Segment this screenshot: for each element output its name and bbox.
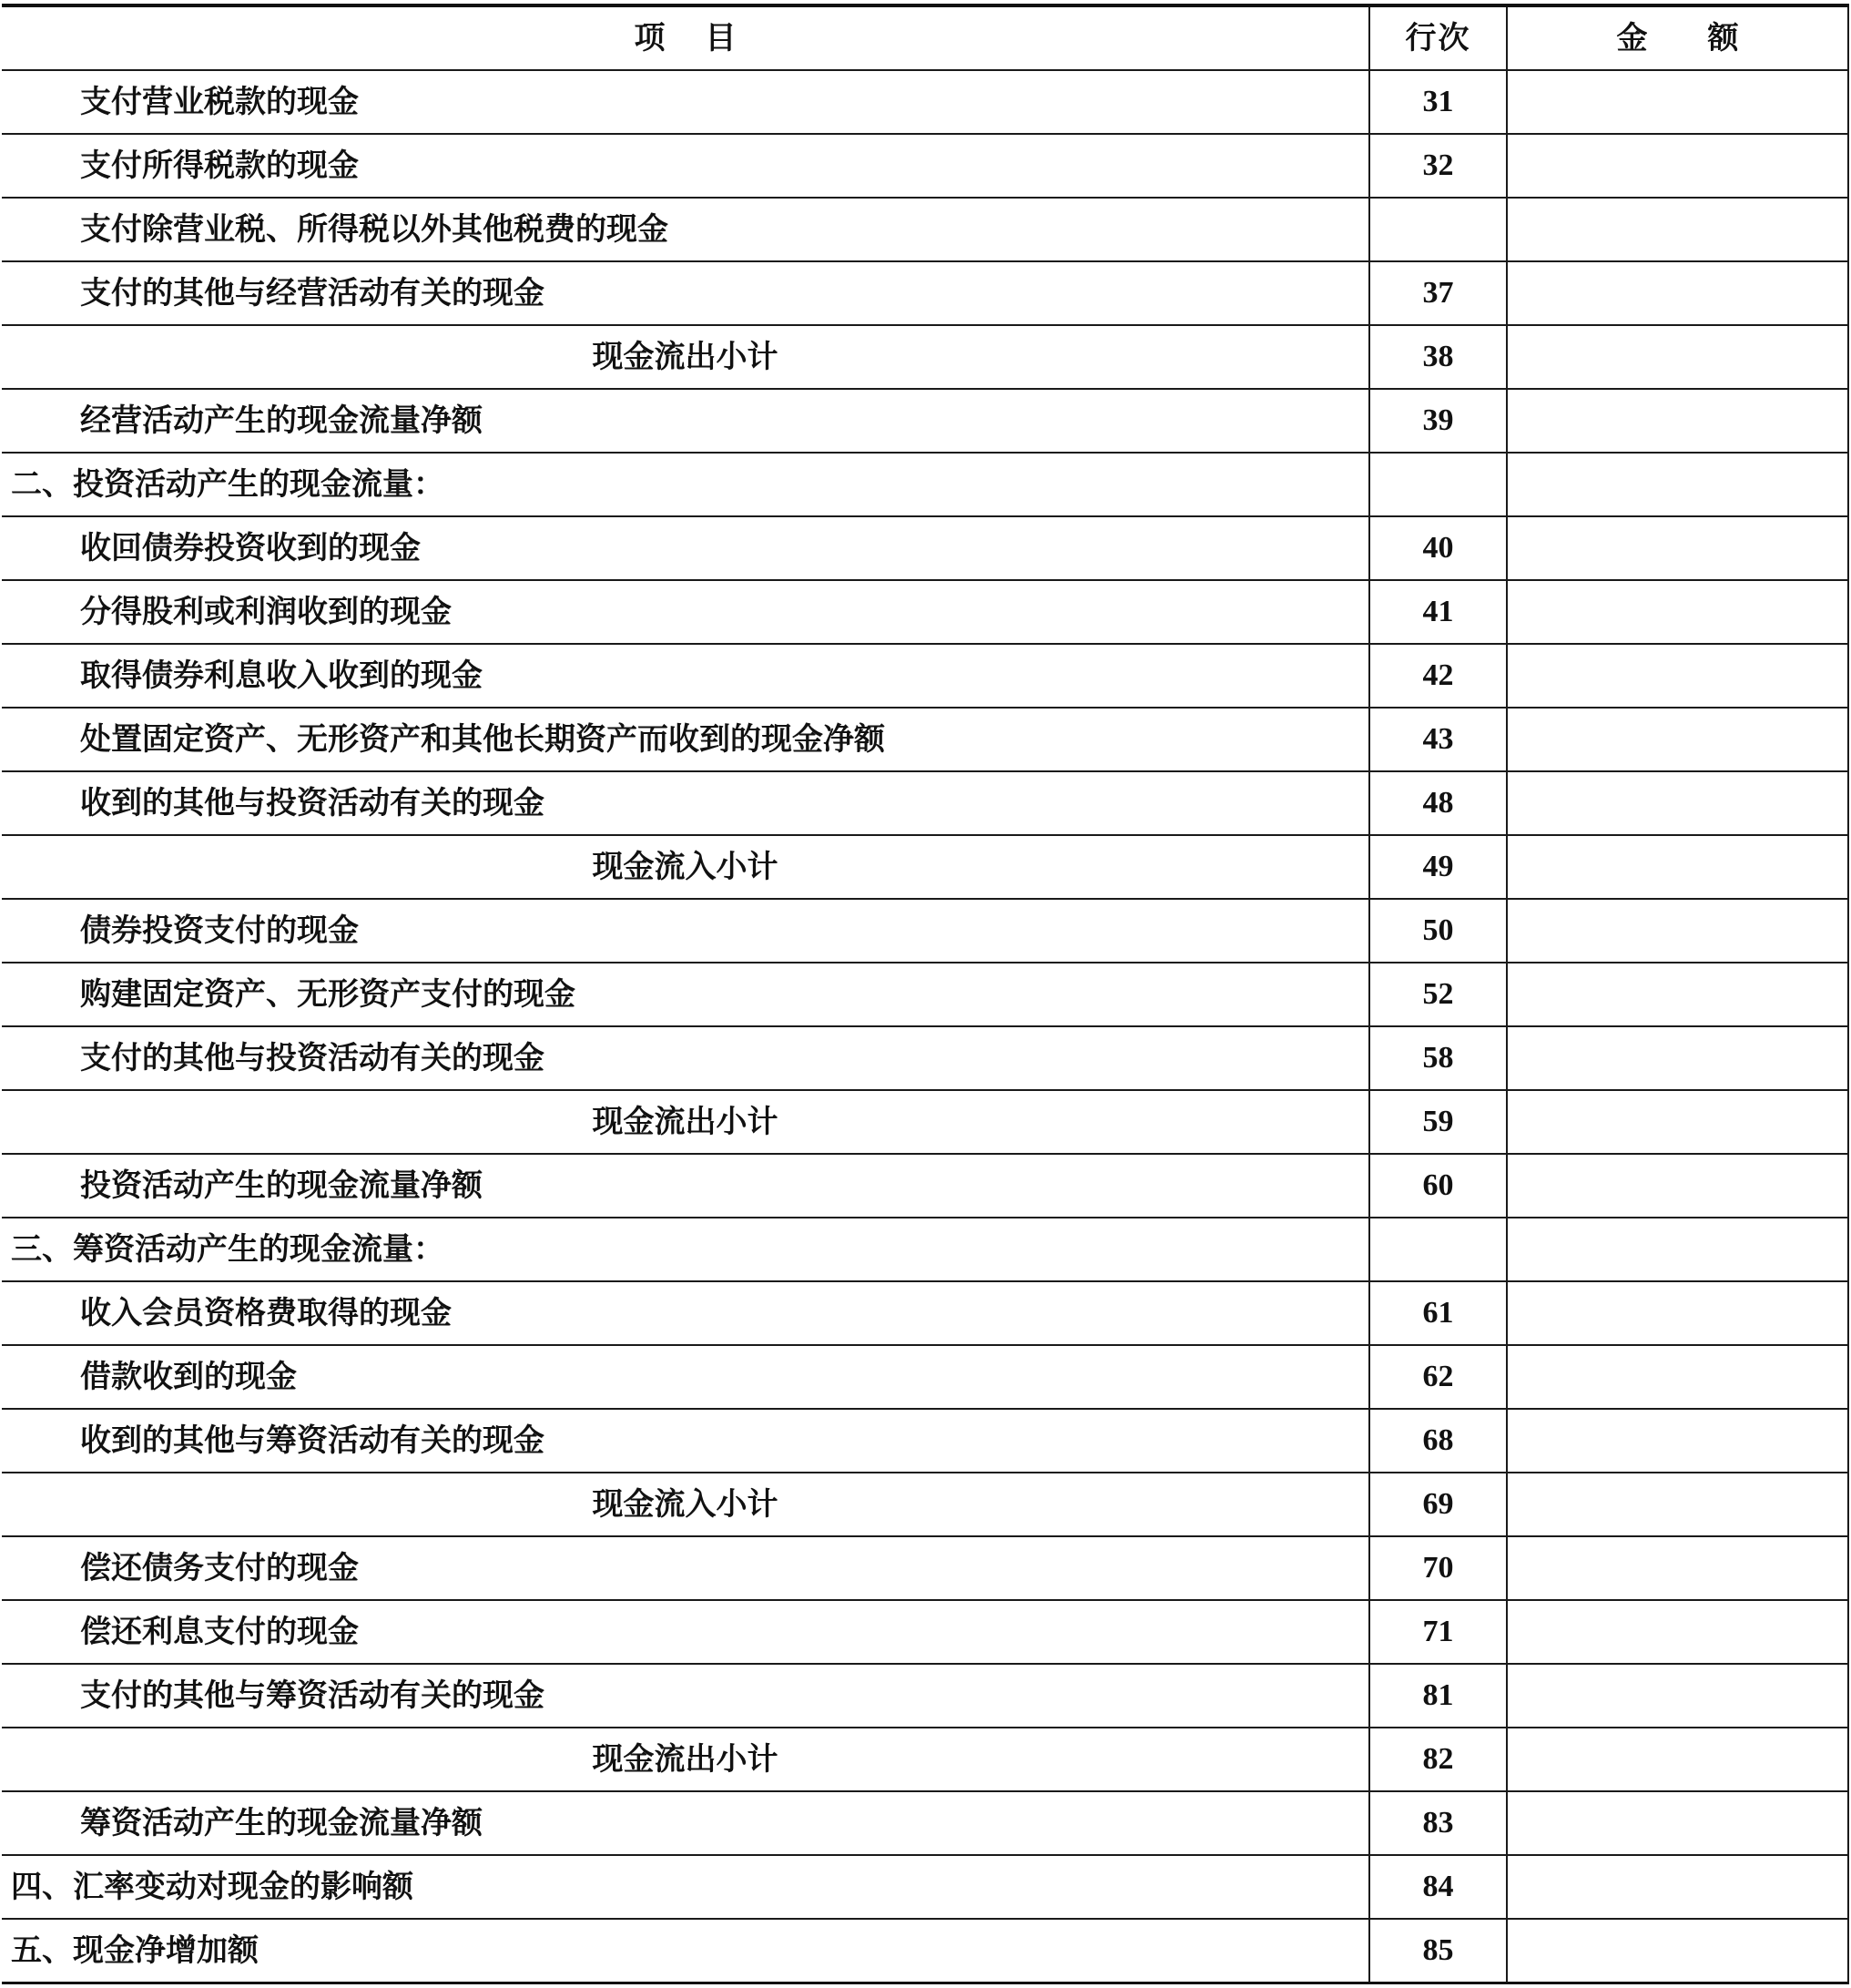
row-line-number: 70: [1369, 1536, 1507, 1600]
header-amount: 金额: [1507, 5, 1848, 70]
table-row: [2, 1791, 1848, 1855]
row-line-number: 49: [1369, 835, 1507, 899]
row-line-number: 62: [1369, 1345, 1507, 1409]
table-row: [2, 70, 1848, 134]
table-row: [2, 1536, 1848, 1600]
row-item-label: 支付的其他与经营活动有关的现金: [2, 261, 1369, 325]
row-item-label: 支付除营业税、所得税以外其他税费的现金: [2, 198, 1369, 261]
row-amount-cell[interactable]: [1507, 1728, 1848, 1791]
row-amount-cell[interactable]: [1507, 1090, 1848, 1154]
row-amount-cell[interactable]: [1507, 580, 1848, 644]
table-row: [2, 963, 1848, 1026]
row-amount-cell[interactable]: [1507, 708, 1848, 771]
row-line-number: 42: [1369, 644, 1507, 708]
row-amount-cell[interactable]: [1507, 1218, 1848, 1281]
row-amount-cell[interactable]: [1507, 198, 1848, 261]
row-item-label: 现金流出小计: [2, 1728, 1369, 1791]
row-amount-cell[interactable]: [1507, 1345, 1848, 1409]
row-item-label: 现金流出小计: [2, 325, 1369, 389]
row-item-label: 借款收到的现金: [2, 1345, 1369, 1409]
table-row: [2, 1345, 1848, 1409]
row-line-number: 60: [1369, 1154, 1507, 1218]
row-amount-cell[interactable]: [1507, 1281, 1848, 1345]
row-item-label: 四、汇率变动对现金的影响额: [2, 1855, 1369, 1919]
table-row: [2, 325, 1848, 389]
header-line-number: 行次: [1369, 5, 1507, 70]
table-row: [2, 1664, 1848, 1728]
row-line-number: [1369, 1218, 1507, 1281]
table-row: [2, 835, 1848, 899]
row-amount-cell[interactable]: [1507, 644, 1848, 708]
row-item-label: 三、筹资活动产生的现金流量：: [2, 1218, 1369, 1281]
row-line-number: 69: [1369, 1473, 1507, 1536]
table-row: [2, 1728, 1848, 1791]
row-line-number: 58: [1369, 1026, 1507, 1090]
row-item-label: 现金流入小计: [2, 1473, 1369, 1536]
row-item-label: 收到的其他与投资活动有关的现金: [2, 771, 1369, 835]
row-amount-cell[interactable]: [1507, 963, 1848, 1026]
row-item-label: 支付的其他与投资活动有关的现金: [2, 1026, 1369, 1090]
row-item-label: 经营活动产生的现金流量净额: [2, 389, 1369, 453]
row-amount-cell[interactable]: [1507, 389, 1848, 453]
row-item-label: 筹资活动产生的现金流量净额: [2, 1791, 1369, 1855]
row-line-number: 84: [1369, 1855, 1507, 1919]
table-row: [2, 1600, 1848, 1664]
row-line-number: 48: [1369, 771, 1507, 835]
row-item-label: 收到的其他与筹资活动有关的现金: [2, 1409, 1369, 1473]
table-row: [2, 1409, 1848, 1473]
row-line-number: 85: [1369, 1919, 1507, 1983]
table-row: [2, 1026, 1848, 1090]
row-amount-cell[interactable]: [1507, 771, 1848, 835]
row-item-label: 投资活动产生的现金流量净额: [2, 1154, 1369, 1218]
row-amount-cell[interactable]: [1507, 453, 1848, 516]
row-line-number: 31: [1369, 70, 1507, 134]
row-amount-cell[interactable]: [1507, 835, 1848, 899]
row-item-label: 支付的其他与筹资活动有关的现金: [2, 1664, 1369, 1728]
cash-flow-table: [2, 4, 1849, 1984]
row-line-number: 43: [1369, 708, 1507, 771]
table-row: [2, 516, 1848, 580]
row-amount-cell[interactable]: [1507, 516, 1848, 580]
row-line-number: 39: [1369, 389, 1507, 453]
row-line-number: 38: [1369, 325, 1507, 389]
row-amount-cell[interactable]: [1507, 1536, 1848, 1600]
table-body: [2, 70, 1848, 1983]
table-header: [2, 5, 1848, 70]
row-line-number: 41: [1369, 580, 1507, 644]
table-row: [2, 644, 1848, 708]
row-line-number: 52: [1369, 963, 1507, 1026]
row-item-label: 偿还利息支付的现金: [2, 1600, 1369, 1664]
header-item: 项目: [2, 5, 1369, 70]
row-line-number: 37: [1369, 261, 1507, 325]
table-row: [2, 261, 1848, 325]
row-line-number: 61: [1369, 1281, 1507, 1345]
row-line-number: 83: [1369, 1791, 1507, 1855]
row-item-label: 支付所得税款的现金: [2, 134, 1369, 198]
row-item-label: 偿还债务支付的现金: [2, 1536, 1369, 1600]
row-item-label: 现金流出小计: [2, 1090, 1369, 1154]
row-amount-cell[interactable]: [1507, 325, 1848, 389]
row-amount-cell[interactable]: [1507, 1473, 1848, 1536]
row-item-label: 债券投资支付的现金: [2, 899, 1369, 963]
row-amount-cell[interactable]: [1507, 1409, 1848, 1473]
row-line-number: 50: [1369, 899, 1507, 963]
table-row: [2, 1154, 1848, 1218]
table-row: [2, 1090, 1848, 1154]
table-row: [2, 1218, 1848, 1281]
row-item-label: 购建固定资产、无形资产支付的现金: [2, 963, 1369, 1026]
table-row: [2, 580, 1848, 644]
table-row: [2, 453, 1848, 516]
row-item-label: 分得股利或利润收到的现金: [2, 580, 1369, 644]
row-amount-cell[interactable]: [1507, 1664, 1848, 1728]
row-item-label: 取得债券利息收入收到的现金: [2, 644, 1369, 708]
row-item-label: 支付营业税款的现金: [2, 70, 1369, 134]
row-line-number: 40: [1369, 516, 1507, 580]
table-row: [2, 708, 1848, 771]
row-line-number: 32: [1369, 134, 1507, 198]
row-item-label: 现金流入小计: [2, 835, 1369, 899]
row-amount-cell[interactable]: [1507, 1855, 1848, 1919]
row-amount-cell[interactable]: [1507, 1791, 1848, 1855]
table-row: [2, 771, 1848, 835]
row-line-number: [1369, 453, 1507, 516]
table-row: [2, 1473, 1848, 1536]
table-row: [2, 1919, 1848, 1983]
row-line-number: 81: [1369, 1664, 1507, 1728]
table-row: [2, 1281, 1848, 1345]
row-item-label: 二、投资活动产生的现金流量：: [2, 453, 1369, 516]
row-amount-cell[interactable]: [1507, 70, 1848, 134]
row-line-number: 59: [1369, 1090, 1507, 1154]
row-item-label: 收入会员资格费取得的现金: [2, 1281, 1369, 1345]
row-amount-cell[interactable]: [1507, 899, 1848, 963]
row-amount-cell[interactable]: [1507, 1026, 1848, 1090]
row-amount-cell[interactable]: [1507, 261, 1848, 325]
row-line-number: 68: [1369, 1409, 1507, 1473]
row-line-number: 71: [1369, 1600, 1507, 1664]
table-row: [2, 134, 1848, 198]
row-item-label: 五、现金净增加额: [2, 1919, 1369, 1983]
row-item-label: 收回债券投资收到的现金: [2, 516, 1369, 580]
table-row: [2, 899, 1848, 963]
row-amount-cell[interactable]: [1507, 1154, 1848, 1218]
table-row: [2, 198, 1848, 261]
row-amount-cell[interactable]: [1507, 1919, 1848, 1983]
row-amount-cell[interactable]: [1507, 134, 1848, 198]
row-line-number: [1369, 198, 1507, 261]
row-line-number: 82: [1369, 1728, 1507, 1791]
table-row: [2, 389, 1848, 453]
table-row: [2, 1855, 1848, 1919]
row-item-label: 处置固定资产、无形资产和其他长期资产而收到的现金净额: [2, 708, 1369, 771]
header-row: [2, 5, 1848, 70]
row-amount-cell[interactable]: [1507, 1600, 1848, 1664]
